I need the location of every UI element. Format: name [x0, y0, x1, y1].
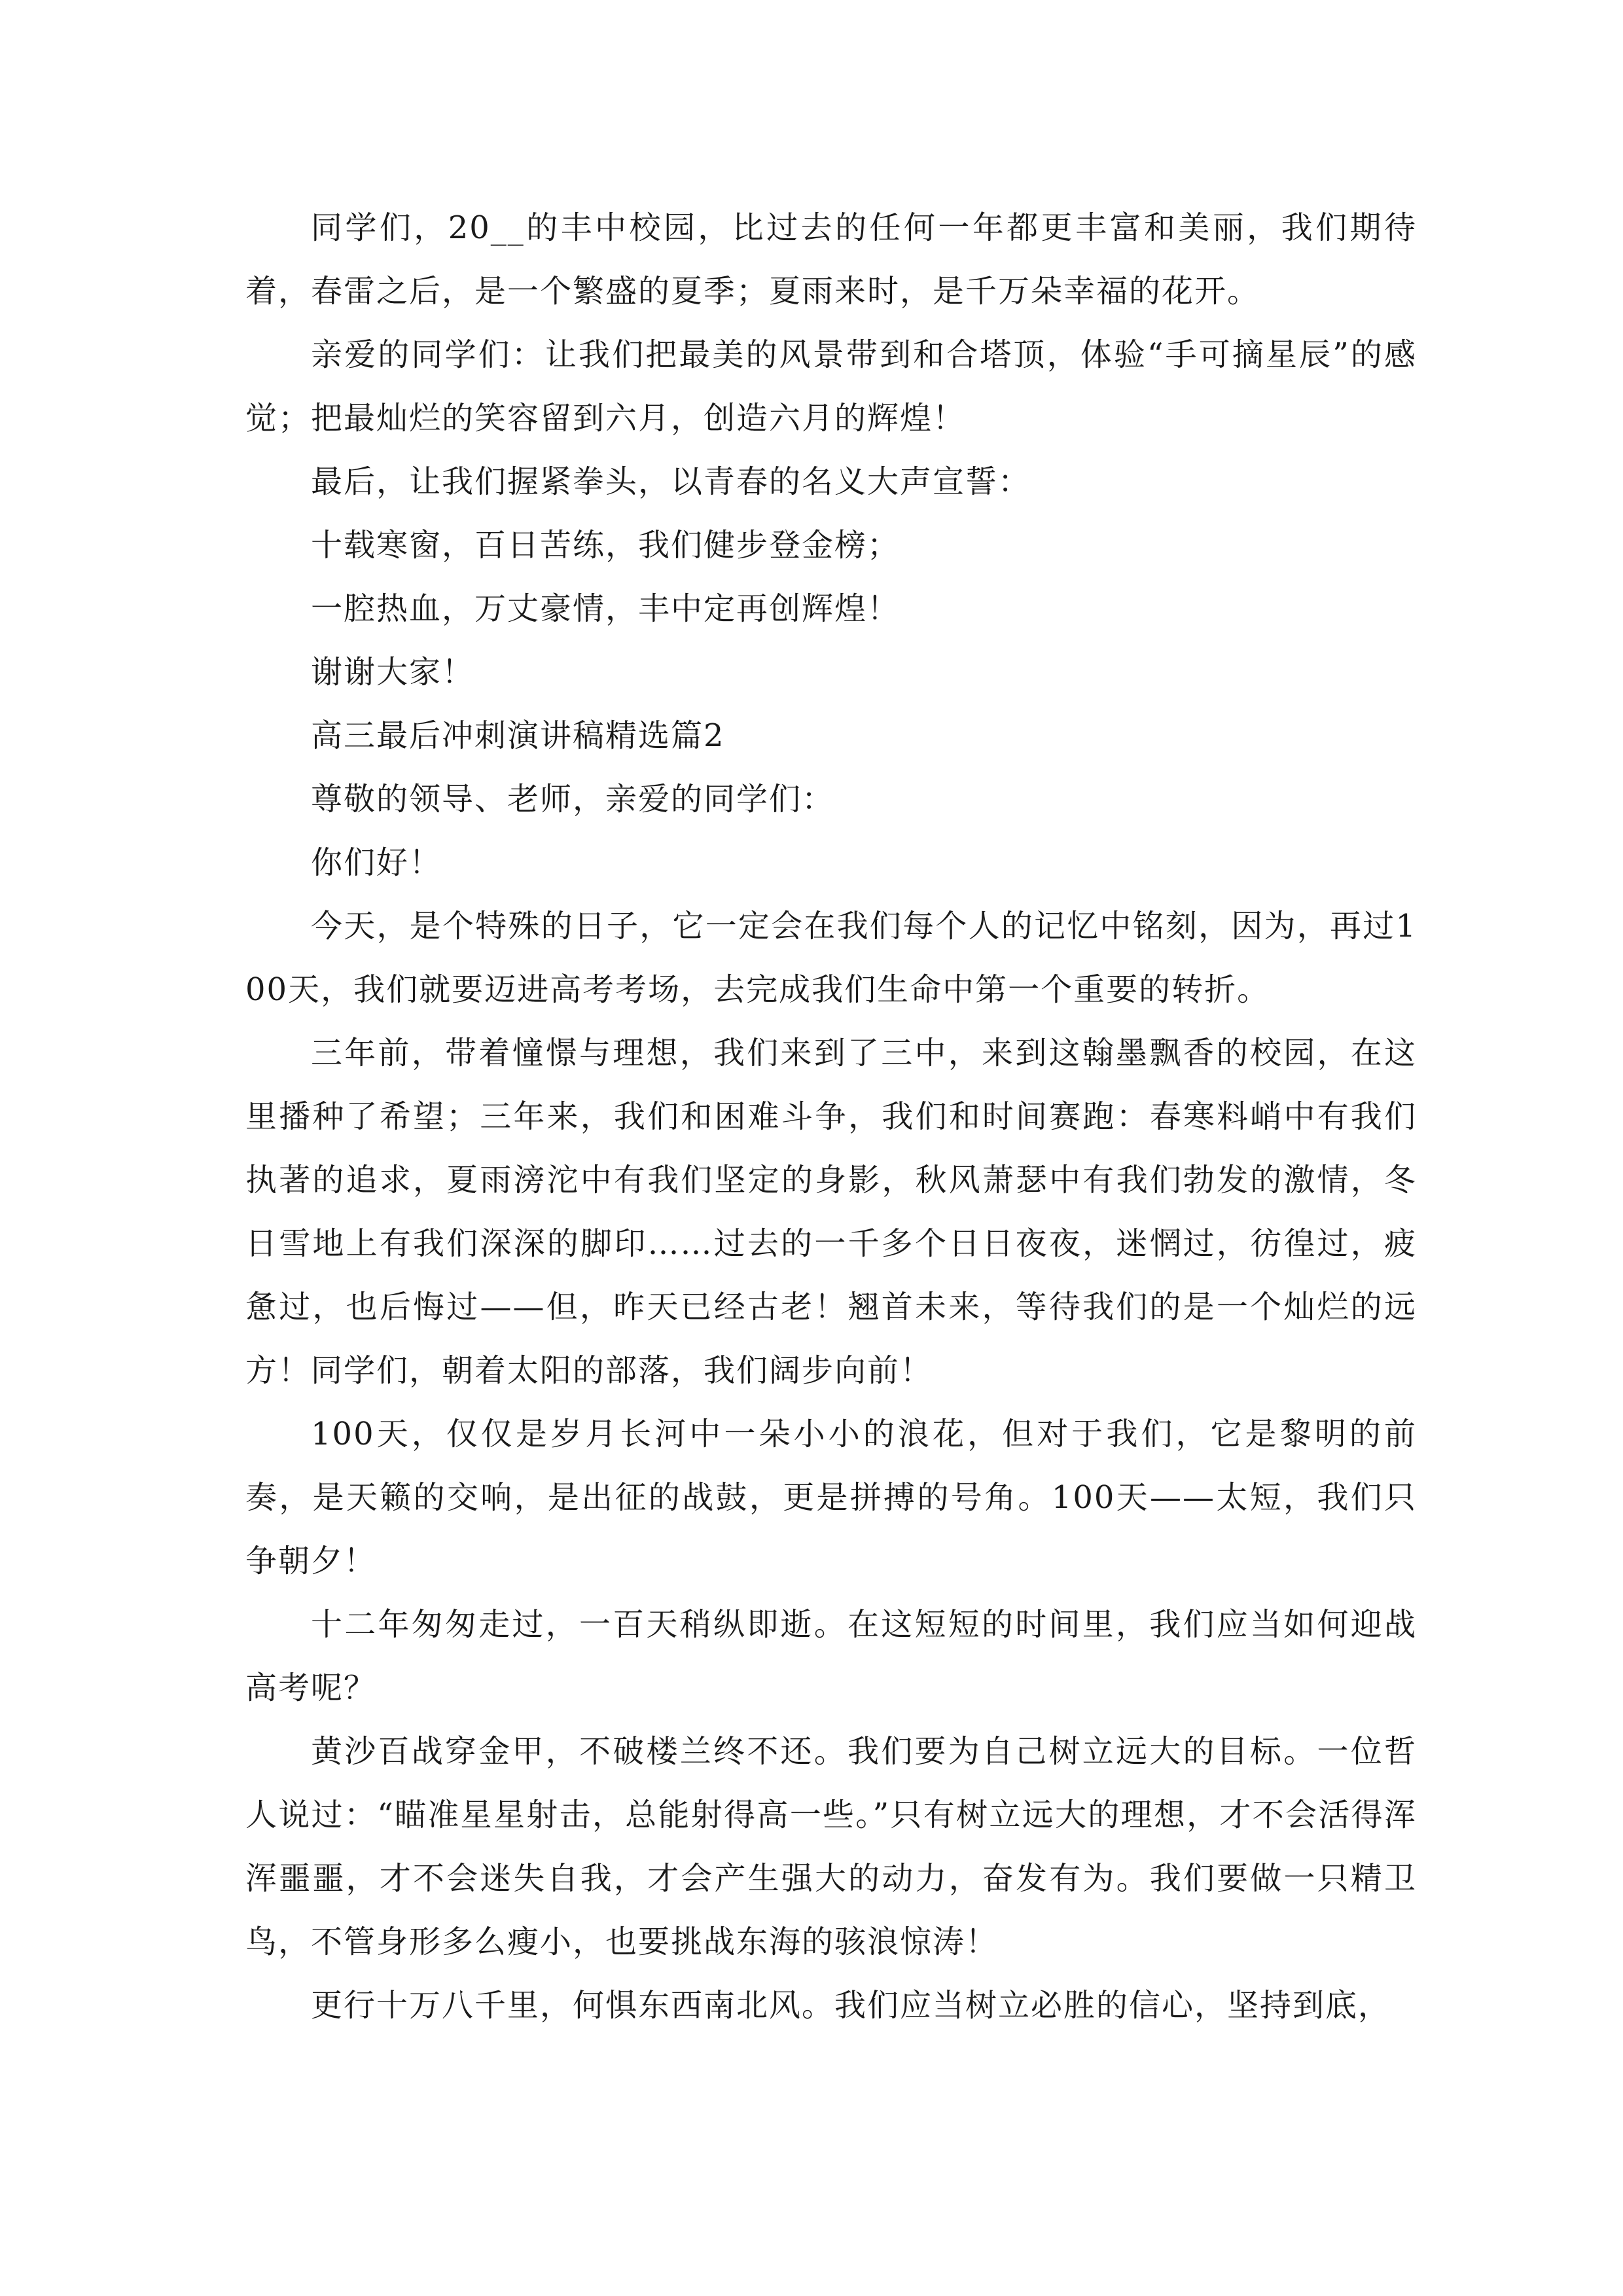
paragraph: 今天，是个特殊的日子，它一定会在我们每个人的记忆中铭刻，因为，再过100天，我们就要迈进高考考场，去完成我们生命中第一个重要的转折。 — [245, 908, 1417, 1008]
paragraph: 最后，让我们握紧拳头，以青春的名义大声宣誓： — [311, 463, 1031, 500]
section-heading: 高三最后冲刺演讲稿精选篇2 — [311, 717, 725, 754]
paragraph: 亲爱的同学们：让我们把最美的风景带到和合塔顶，体验“手可摘星辰”的感觉；把最灿烂的笑容留到六月，创造六月的辉煌！ — [245, 336, 1417, 437]
paragraph: 100天，仅仅是岁月长河中一朵小小的浪花，但对于我们，它是黎明的前奏，是天籁的交响，是出征的战鼓，更是拼搏的号角。100天——太短，我们只争朝夕！ — [245, 1416, 1417, 1579]
paragraph: 十载寒窗，百日苦练，我们健步登金榜； — [311, 527, 901, 564]
paragraph: 同学们，20__的丰中校园，比过去的任何一年都更丰富和美丽，我们期待着，春雷之后，是一个繁盛的夏季；夏雨来时，是千万朵幸福的花开。 — [245, 209, 1417, 310]
paragraph: 一腔热血，万丈豪情，丰中定再创辉煌！ — [311, 590, 901, 627]
paragraph: 更行十万八千里，何惧东西南北风。我们应当树立必胜的信心，坚持到底， — [311, 1987, 1391, 2024]
salutation: 尊敬的领导、老师，亲爱的同学们： — [311, 781, 835, 817]
document-page — [245, 196, 1417, 2037]
paragraph: 三年前，带着憧憬与理想，我们来到了三中，来到这翰墨飘香的校园，在这里播种了希望；三年来，我们和困难斗争，我们和时间赛跑：春寒料峭中有我们执著的追求，夏雨滂沱中有我们坚定的身影，秋风萧瑟中有我们勃发的激情，冬日雪地上有我们深深的脚印……过去的一千多个日日夜夜，迷惘过，彷徨过，疲惫过，也后悔过——但，昨天已经古老！翘首未来，等待我们的是一个灿烂的远方！同学们，朝着太阳的部落，我们阔步向前！ — [245, 1035, 1417, 1389]
paragraph: 黄沙百战穿金甲，不破楼兰终不还。我们要为自己树立远大的目标。一位哲人说过：“瞄准星星射击，总能射得高一些。”只有树立远大的理想，才不会活得浑浑噩噩，才不会迷失自我，才会产生强大的动力，奋发有为。我们要做一只精卫鸟，不管身形多么瘦小，也要挑战东海的骇浪惊涛！ — [245, 1733, 1417, 1960]
greeting: 你们好！ — [311, 844, 442, 881]
paragraph: 谢谢大家！ — [311, 654, 475, 691]
paragraph: 十二年匆匆走过，一百天稍纵即逝。在这短短的时间里，我们应当如何迎战高考呢？ — [245, 1606, 1417, 1706]
